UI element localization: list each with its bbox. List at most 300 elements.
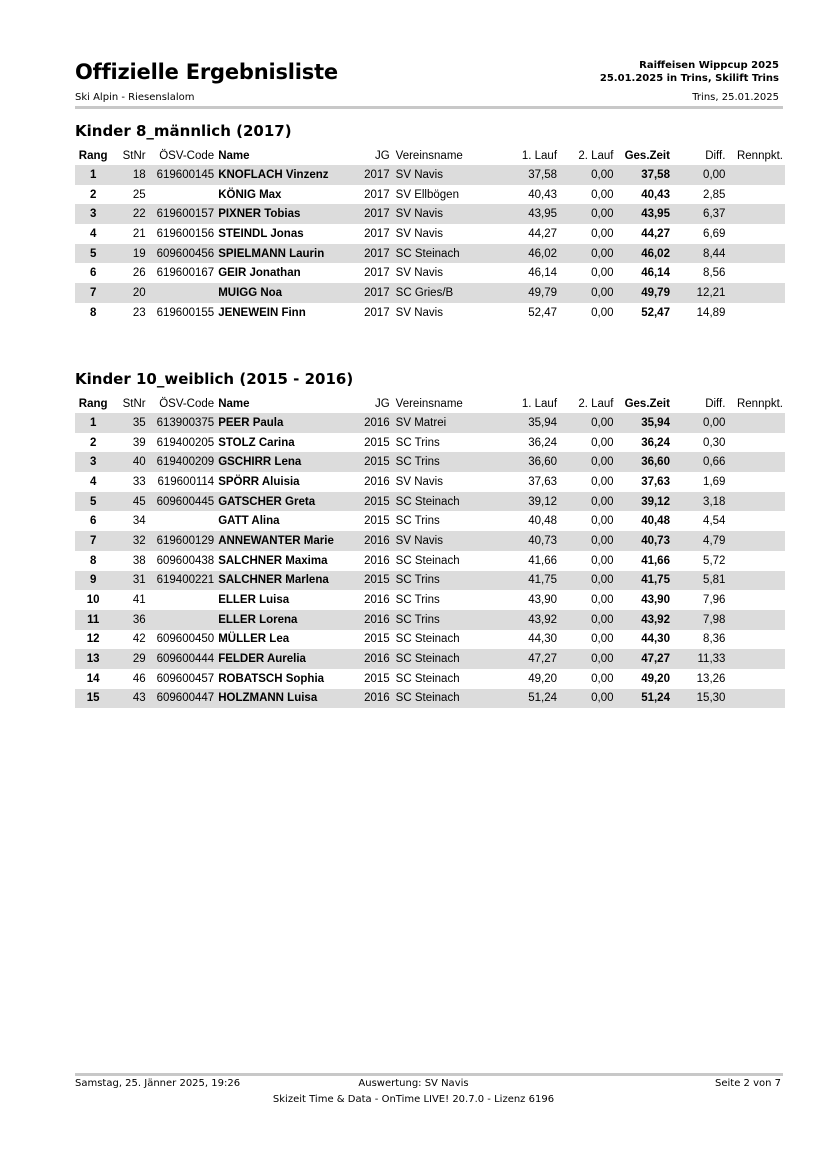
cell-total: 52,47 [641,306,670,319]
cell-total: 44,30 [641,633,670,646]
cell-diff: 13,26 [696,672,726,685]
cell-club: SC Trins [396,571,507,591]
cell-name: JENEWEIN Finn [218,306,306,319]
cell-run2: 0,00 [591,306,614,319]
cell-run2: 0,00 [557,452,613,472]
cell-run1: 36,24 [528,436,558,449]
cell-rank: 15 [75,689,111,709]
cell-code [152,185,219,205]
print-timestamp: Samstag, 25. Jänner 2025, 19:26 [75,1078,241,1089]
col-stnr-header: StNr [122,397,146,410]
table-row [75,649,785,669]
cell-stnr: 32 [111,531,151,551]
cell-run2: 0,00 [557,244,613,264]
category-section [75,370,785,708]
cell-stnr: 41 [132,594,146,607]
cell-code: 619600145 [152,165,219,185]
cell-total: 41,66 [641,554,670,567]
cell-total: 36,60 [614,452,670,472]
footer-divider [75,1073,783,1076]
cell-rank: 13 [75,649,111,669]
cell-run1: 37,58 [507,165,557,185]
cell-club: SC Trins [395,515,440,528]
cell-points [725,224,785,244]
table-header-row [75,146,785,165]
cell-diff: 7,98 [670,610,725,630]
cell-jg: 2016 [364,594,390,607]
table-row [75,224,785,244]
cell-club: SC Trins [395,436,440,449]
cell-points [725,649,785,669]
cell-club: SC Steinach [395,672,460,685]
cell-rank: 2 [89,188,97,201]
cell-run2: 0,00 [557,649,613,669]
cell-run1: 41,75 [507,571,557,591]
cell-rank: 6 [89,267,97,280]
cell-jg: 2017 [364,267,390,280]
cell-total: 46,14 [641,267,670,280]
cell-run1: 41,66 [528,554,558,567]
col-run1-header: 1. Lauf [521,149,558,162]
cell-diff: 6,37 [670,204,725,224]
cell-points [725,413,785,433]
cell-diff: 8,44 [670,244,725,264]
cell-run1: 40,43 [528,188,558,201]
cell-name: SPÖRR Aluisia [218,475,300,488]
cell-points [725,571,785,591]
cell-diff: 7,96 [703,594,726,607]
cell-total: 41,75 [614,571,670,591]
cell-diff: 0,00 [670,413,725,433]
col-code-header: ÖSV-Code [159,397,215,410]
header-divider [75,106,783,109]
cell-code [152,590,219,610]
table-row [75,689,785,709]
cell-run1: 49,79 [507,283,557,303]
cell-diff: 4,79 [670,531,725,551]
col-name-header: Name [218,397,250,410]
cell-run2: 0,00 [591,515,614,528]
cell-jg: 2017 [357,204,395,224]
cell-club: SC Steinach [395,633,460,646]
cell-stnr: 22 [111,204,151,224]
cell-club: SC Steinach [396,649,507,669]
cell-run2: 0,00 [591,594,614,607]
cell-run1: 36,60 [507,452,557,472]
cell-run1: 44,30 [528,633,558,646]
cell-total: 49,79 [614,283,670,303]
col-total-header: Ges.Zeit [624,149,670,162]
cell-run1: 39,12 [507,492,557,512]
cell-code: 619400221 [152,571,219,591]
category-title: Kinder 8_männlich (2017) [75,122,292,140]
cell-code: 619600155 [156,306,215,319]
cell-diff: 8,36 [703,633,726,646]
cell-points [725,689,785,709]
cell-total: 37,63 [641,475,670,488]
cell-stnr: 25 [132,188,146,201]
cell-code [152,511,219,531]
cell-run1: 43,90 [528,594,558,607]
cell-code: 619600114 [157,475,215,488]
place-date: Trins, 25.01.2025 [692,92,779,103]
col-jg-header: JG [374,149,390,162]
cell-club: SV Navis [395,306,443,319]
cell-club: SC Gries/B [396,283,507,303]
cell-points [725,610,785,630]
cell-diff: 0,30 [703,436,726,449]
cell-total: 35,94 [614,413,670,433]
table-row [75,185,785,205]
cell-stnr: 39 [132,436,146,449]
cell-stnr: 40 [111,452,151,472]
cell-diff: 3,18 [670,492,725,512]
cell-jg: 2017 [364,227,390,240]
cell-total: 43,95 [614,204,670,224]
cell-stnr: 34 [132,515,146,528]
col-rank-header: Rang [78,397,108,410]
cell-run2: 0,00 [591,436,614,449]
col-diff-header: Diff. [705,397,726,410]
cell-total: 40,48 [641,515,670,528]
cell-jg: 2017 [357,283,395,303]
cell-name: MUIGG Noa [218,283,357,303]
cell-run2: 0,00 [591,475,614,488]
cell-diff: 5,72 [703,554,726,567]
cell-rank: 10 [86,594,100,607]
cell-jg: 2016 [357,531,395,551]
cell-jg: 2016 [357,413,395,433]
cell-run1: 46,02 [507,244,557,264]
cell-stnr: 29 [111,649,151,669]
cell-club: SC Steinach [396,689,507,709]
cell-jg: 2015 [357,492,395,512]
cell-name: SPIELMANN Laurin [218,244,357,264]
cell-run2: 0,00 [557,492,613,512]
table-row [75,571,785,591]
cell-points [725,669,785,689]
cell-diff: 6,69 [703,227,726,240]
cell-jg: 2017 [357,244,395,264]
cell-rank: 4 [89,227,97,240]
cell-total: 44,27 [641,227,670,240]
cell-total: 40,43 [641,188,670,201]
cell-rank: 4 [89,475,97,488]
cell-run2: 0,00 [591,554,614,567]
table-row [75,283,785,303]
table-row [75,165,785,185]
cell-club: SC Steinach [395,554,460,567]
table-row [75,452,785,472]
table-row [75,303,785,323]
cell-rank: 11 [75,610,111,630]
cell-stnr: 42 [132,633,146,646]
cell-total: 49,20 [641,672,670,685]
cell-run1: 52,47 [528,306,558,319]
cell-run2: 0,00 [557,610,613,630]
cell-name: HOLZMANN Luisa [218,689,357,709]
cell-name: ROBATSCH Sophia [218,672,325,685]
cell-jg: 2017 [364,306,390,319]
cell-name: SALCHNER Marlena [218,571,357,591]
event-name: Raiffeisen Wippcup 2025 [639,60,779,71]
category-section [75,122,785,323]
cell-code: 619400205 [156,436,215,449]
table-row [75,492,785,512]
cell-points [725,452,785,472]
cell-total: 39,12 [614,492,670,512]
cell-jg: 2015 [364,672,390,685]
table-row [75,531,785,551]
cell-rank: 7 [75,531,111,551]
cell-diff: 2,85 [703,188,726,201]
col-run1-header: 1. Lauf [521,397,558,410]
table-row [75,590,785,610]
cell-code: 609600445 [152,492,219,512]
cell-code [152,283,219,303]
cell-points [725,204,785,224]
col-stnr-header: StNr [122,149,146,162]
col-diff-header: Diff. [705,149,726,162]
col-club-header: Vereinsname [395,149,463,162]
cell-run2: 0,00 [591,672,614,685]
cell-code: 609600456 [152,244,219,264]
cell-run1: 43,95 [507,204,557,224]
cell-diff: 1,69 [703,475,726,488]
cell-club: SV Navis [396,204,507,224]
col-run2-header: 2. Lauf [578,149,614,162]
evaluation-label: Auswertung: SV Navis [358,1078,469,1089]
cell-points [725,630,785,650]
cell-club: SV Navis [396,165,507,185]
col-run2-header: 2. Lauf [578,397,614,410]
cell-club: SC Trins [396,452,507,472]
cell-code: 619600129 [152,531,219,551]
cell-rank: 12 [86,633,100,646]
cell-club: SV Navis [395,267,443,280]
cell-code: 609600447 [152,689,219,709]
cell-name: KNOFLACH Vinzenz [218,165,357,185]
col-club-header: Vereinsname [395,397,463,410]
cell-stnr: 35 [111,413,151,433]
software-credit: Skizeit Time & Data - OnTime LIVE! 20.7.0 - Lizenz 6196 [272,1094,555,1105]
cell-name: PEER Paula [218,413,357,433]
cell-run2: 0,00 [557,689,613,709]
cell-stnr: 36 [111,610,151,630]
cell-diff: 11,33 [670,649,725,669]
cell-rank: 6 [89,515,97,528]
cell-total: 47,27 [614,649,670,669]
cell-points [725,531,785,551]
cell-points [725,472,785,492]
table-row [75,511,785,531]
cell-diff: 0,66 [670,452,725,472]
cell-rank: 3 [75,204,111,224]
cell-rank: 1 [75,413,111,433]
cell-run2: 0,00 [591,188,614,201]
col-rank-header: Rang [78,149,108,162]
cell-stnr: 20 [111,283,151,303]
cell-club: SC Steinach [396,492,507,512]
cell-points [725,551,785,571]
cell-jg: 2016 [357,689,395,709]
cell-diff: 8,56 [703,267,726,280]
cell-code: 609600444 [152,649,219,669]
cell-stnr: 23 [132,306,146,319]
cell-code: 613900375 [152,413,219,433]
cell-run2: 0,00 [557,204,613,224]
cell-run2: 0,00 [557,571,613,591]
cell-name: GSCHIRR Lena [218,452,357,472]
table-row [75,433,785,453]
cell-points [725,185,785,205]
cell-name: STEINDL Jonas [218,227,304,240]
cell-points [725,492,785,512]
cell-run2: 0,00 [591,227,614,240]
cell-stnr: 45 [111,492,151,512]
cell-points [725,165,785,185]
cell-name: MÜLLER Lea [218,633,290,646]
cell-club: SV Navis [395,227,443,240]
results-table [75,394,785,708]
cell-run2: 0,00 [557,283,613,303]
cell-diff: 12,21 [670,283,725,303]
cell-jg: 2017 [364,188,390,201]
cell-name: ANNEWANTER Marie [218,531,357,551]
cell-points [725,283,785,303]
cell-total: 46,02 [614,244,670,264]
table-row [75,630,785,650]
cell-jg: 2016 [364,475,390,488]
cell-run1: 44,27 [528,227,558,240]
cell-run2: 0,00 [591,267,614,280]
cell-stnr: 26 [132,267,146,280]
cell-run1: 35,94 [507,413,557,433]
cell-points [725,590,785,610]
cell-name: GEIR Jonathan [218,267,301,280]
cell-jg: 2016 [357,649,395,669]
cell-rank: 3 [75,452,111,472]
cell-club: SV Matrei [396,413,507,433]
cell-name: SALCHNER Maxima [218,554,328,567]
cell-diff: 0,00 [670,165,725,185]
cell-jg: 2015 [357,452,395,472]
cell-name: FELDER Aurelia [218,649,357,669]
cell-rank: 7 [75,283,111,303]
col-jg-header: JG [374,397,390,410]
cell-code: 619400209 [152,452,219,472]
col-total-header: Ges.Zeit [624,397,670,410]
table-row [75,204,785,224]
cell-run1: 46,14 [528,267,558,280]
cell-code [152,610,219,630]
cell-jg: 2015 [364,515,390,528]
cell-code: 609600450 [156,633,215,646]
cell-stnr: 38 [132,554,146,567]
cell-rank: 8 [89,554,97,567]
cell-name: PIXNER Tobias [218,204,357,224]
cell-points [725,263,785,283]
cell-rank: 9 [75,571,111,591]
table-row [75,413,785,433]
cell-code: 619600167 [156,267,215,280]
cell-name: STOLZ Carina [218,436,295,449]
cell-jg: 2015 [364,633,390,646]
cell-rank: 1 [75,165,111,185]
table-row [75,669,785,689]
cell-points [725,244,785,264]
page-title: Offizielle Ergebnisliste [75,60,338,84]
cell-diff: 15,30 [670,689,725,709]
cell-rank: 14 [86,672,100,685]
table-row [75,472,785,492]
col-name-header: Name [218,149,250,162]
table-row [75,263,785,283]
cell-code: 619600157 [152,204,219,224]
cell-run1: 47,27 [507,649,557,669]
cell-code: 609600457 [156,672,215,685]
cell-rank: 5 [75,244,111,264]
results-table [75,146,785,323]
cell-run2: 0,00 [557,413,613,433]
cell-run1: 49,20 [528,672,558,685]
cell-diff: 14,89 [696,306,726,319]
cell-run1: 40,73 [507,531,557,551]
cell-rank: 8 [89,306,97,319]
cell-club: SC Trins [396,610,507,630]
discipline-subtitle: Ski Alpin - Riesenslalom [75,92,195,103]
cell-club: SC Trins [395,594,440,607]
cell-run2: 0,00 [557,531,613,551]
cell-name: ELLER Luisa [218,594,290,607]
cell-run2: 0,00 [591,633,614,646]
cell-run1: 51,24 [507,689,557,709]
cell-name: KÖNIG Max [218,188,282,201]
cell-code: 619600156 [156,227,215,240]
cell-name: GATT Alina [218,515,280,528]
cell-jg: 2015 [364,436,390,449]
cell-stnr: 21 [132,227,146,240]
event-date-location: 25.01.2025 in Trins, Skilift Trins [599,73,779,84]
col-points-header: Rennpkt. [736,149,783,162]
col-points-header: Rennpkt. [736,397,783,410]
cell-club: SC Steinach [396,244,507,264]
cell-jg: 2016 [357,610,395,630]
cell-name: ELLER Lorena [218,610,357,630]
cell-jg: 2016 [364,554,390,567]
cell-run1: 43,92 [507,610,557,630]
cell-total: 37,58 [614,165,670,185]
cell-run1: 37,63 [528,475,558,488]
cell-club: SV Navis [396,531,507,551]
cell-total: 40,73 [614,531,670,551]
cell-points [725,433,785,453]
cell-stnr: 33 [132,475,146,488]
table-row [75,610,785,630]
cell-club: SV Ellbögen [395,188,459,201]
cell-total: 43,90 [641,594,670,607]
table-header-row [75,394,785,413]
cell-jg: 2017 [357,165,395,185]
table-row [75,244,785,264]
cell-points [725,511,785,531]
cell-stnr: 46 [132,672,146,685]
cell-stnr: 43 [111,689,151,709]
cell-diff: 4,54 [703,515,726,528]
cell-total: 51,24 [614,689,670,709]
cell-code: 609600438 [156,554,215,567]
cell-jg: 2015 [357,571,395,591]
